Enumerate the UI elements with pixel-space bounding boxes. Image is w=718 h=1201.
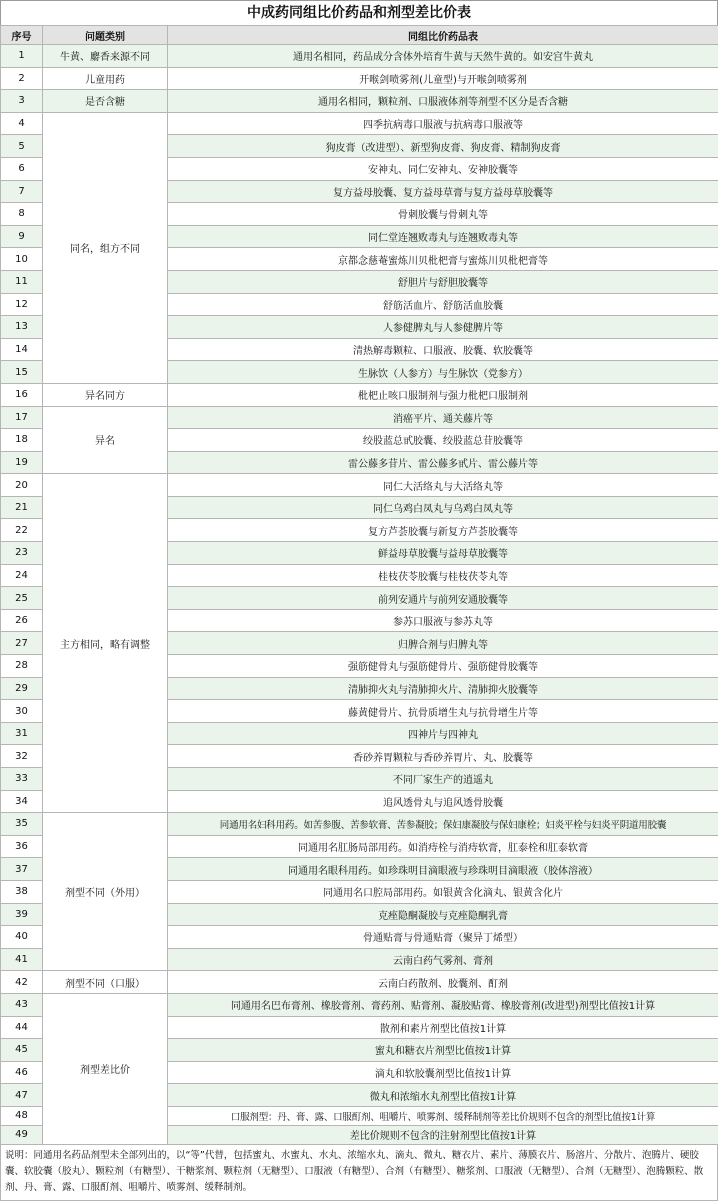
row-number: 16 [1,383,43,406]
row-number: 17 [1,406,43,429]
product-description: 绞股蓝总甙胶囊、绞股蓝总苷胶囊等 [168,429,718,452]
table-row [1,383,718,406]
row-number: 7 [1,180,43,203]
product-description: 强筋健骨丸与强筋健骨片、强筋健骨胶囊等 [168,655,718,678]
table-row [1,45,718,68]
product-description: 同通用名巴布膏剂、橡胶膏剂、膏药剂、贴膏剂、凝胶贴膏、橡胶膏剂(改进型)剂型比值按1计算 [168,993,718,1016]
product-description: 生脉饮（人参方）与生脉饮（党参方） [168,361,718,384]
footnote: 说明：同通用名药品剂型未全部列出的，以“等”代替，包括蜜丸、水蜜丸、水丸、浓缩水丸、滴丸、微丸、糖衣片、素片、薄膜衣片、肠溶片、分散片、泡腾片、硬胶囊、软胶囊（胶丸）、颗粒剂（有糖型）、干糖浆剂、颗粒剂（无糖型）、口服液（有糖型）、合剂（有糖型）、糖浆剂、口服液（无糖型）、合剂（无糖型）、泡腾颗粒、散剂、丹、膏、露、口服酊剂、咀嚼片、喷雾剂、缓释制剂。 [0,1145,718,1201]
row-number: 2 [1,67,43,90]
product-description: 云南白药气雾剂、膏剂 [168,948,718,971]
product-description: 同仁乌鸡白凤丸与乌鸡白凤丸等 [168,496,718,519]
table-row [1,813,718,836]
product-description: 同通用名肛肠局部用药。如消痔栓与消痔软膏，肛泰栓和肛泰软膏 [168,835,718,858]
table-row [1,474,718,497]
row-number: 40 [1,926,43,949]
row-number: 6 [1,157,43,180]
product-description: 舒胆片与舒胆胶囊等 [168,270,718,293]
category-cell: 剂型差比价 [43,993,168,1144]
row-number: 39 [1,903,43,926]
product-description: 复方芦荟胶囊与新复方芦荟胶囊等 [168,519,718,542]
product-description: 鲜益母草胶囊与益母草胶囊等 [168,542,718,565]
product-description: 舒筋活血片、舒筋活血胶囊 [168,293,718,316]
row-number: 36 [1,835,43,858]
category-cell: 主方相同，略有调整 [43,474,168,813]
header-row [1,26,718,45]
row-number: 34 [1,790,43,813]
row-number: 38 [1,880,43,903]
category-cell: 是否含糖 [43,90,168,113]
row-number: 29 [1,677,43,700]
product-description: 安神丸、同仁安神丸、安神胶囊等 [168,157,718,180]
product-description: 雷公藤多苷片、雷公藤多甙片、雷公藤片等 [168,451,718,474]
table-row [1,993,718,1016]
row-number: 33 [1,768,43,791]
product-description: 人参健脾丸与人参健脾片等 [168,316,718,339]
product-description: 通用名相同，药品成分含体外培育牛黄与天然牛黄的。如安宫牛黄丸 [168,45,718,68]
row-number: 23 [1,542,43,565]
row-number: 4 [1,112,43,135]
row-number: 9 [1,225,43,248]
category-cell: 异名 [43,406,168,474]
row-number: 14 [1,338,43,361]
product-description: 骨通贴膏与骨通贴膏（聚异丁烯型） [168,926,718,949]
product-description: 同仁大活络丸与大活络丸等 [168,474,718,497]
row-number: 18 [1,429,43,452]
product-description: 蜜丸和糖衣片剂型比值按1计算 [168,1039,718,1062]
row-number: 11 [1,270,43,293]
product-description: 云南白药散剂、胶囊剂、酊剂 [168,971,718,994]
row-number: 21 [1,496,43,519]
product-description: 前列安通片与前列安通胶囊等 [168,587,718,610]
product-description: 四季抗病毒口服液与抗病毒口服液等 [168,112,718,135]
row-number: 46 [1,1061,43,1084]
row-number: 8 [1,203,43,226]
product-description: 参苏口服液与参苏丸等 [168,609,718,632]
row-number: 41 [1,948,43,971]
row-number: 15 [1,361,43,384]
row-number: 12 [1,293,43,316]
row-number: 3 [1,90,43,113]
row-number: 20 [1,474,43,497]
product-description: 同仁堂连翘败毒丸与连翘败毒丸等 [168,225,718,248]
table-row [1,406,718,429]
row-number: 45 [1,1039,43,1062]
row-number: 25 [1,587,43,610]
product-description: 追风透骨丸与追风透骨胶囊 [168,790,718,813]
product-description: 同通用名口腔局部用药。如银黄含化滴丸、银黄含化片 [168,880,718,903]
row-number: 31 [1,722,43,745]
row-number: 22 [1,519,43,542]
row-number: 42 [1,971,43,994]
row-number: 48 [1,1106,43,1125]
row-number: 13 [1,316,43,339]
table-title: 中成药同组比价药品和剂型差比价表 [0,0,718,25]
category-cell: 剂型不同（外用） [43,813,168,971]
row-number: 37 [1,858,43,881]
row-number: 19 [1,451,43,474]
row-number: 1 [1,45,43,68]
table-body [1,45,718,1145]
product-description: 散剂和素片剂型比值按1计算 [168,1016,718,1039]
row-number: 28 [1,655,43,678]
product-description: 归脾合剂与归脾丸等 [168,632,718,655]
product-description: 藤黄健骨片、抗骨质增生丸与抗骨增生片等 [168,700,718,723]
product-description: 骨刺胶囊与骨刺丸等 [168,203,718,226]
product-description: 克痤隐酮凝胶与克痤隐酮乳膏 [168,903,718,926]
row-number: 35 [1,813,43,836]
product-description: 微丸和浓缩水丸剂型比值按1计算 [168,1084,718,1107]
product-description: 桂枝茯苓胶囊与桂枝茯苓丸等 [168,564,718,587]
category-cell: 牛黄、麝香来源不同 [43,45,168,68]
row-number: 26 [1,609,43,632]
row-number: 49 [1,1125,43,1144]
price-comparison-table [0,25,718,1145]
table-row [1,67,718,90]
product-description: 口服剂型：丹、膏、露、口服酊剂、咀嚼片、喷雾剂、缓释制剂等差比价规则不包含的剂型比值按1计算 [168,1106,718,1125]
product-description: 枇杷止咳口服制剂与强力枇杷口服制剂 [168,383,718,406]
product-description: 狗皮膏（改进型）、新型狗皮膏、狗皮膏、精制狗皮膏 [168,135,718,158]
category-cell: 异名同方 [43,383,168,406]
category-cell: 儿童用药 [43,67,168,90]
header-no: 序号 [1,26,43,45]
row-number: 27 [1,632,43,655]
row-number: 24 [1,564,43,587]
header-category: 问题类别 [43,26,168,45]
header-products: 同组比价药品表 [168,26,718,45]
product-description: 京都念慈菴蜜炼川贝枇杷膏与蜜炼川贝枇杷膏等 [168,248,718,271]
product-description: 差比价规则不包含的注射剂型比值按1计算 [168,1125,718,1144]
product-description: 消癌平片、通关藤片等 [168,406,718,429]
product-description: 通用名相同，颗粒剂、口服液体剂等剂型不区分是否含糖 [168,90,718,113]
product-description: 清肺抑火丸与清肺抑火片、清肺抑火胶囊等 [168,677,718,700]
table-row [1,971,718,994]
row-number: 47 [1,1084,43,1107]
category-cell: 同名，组方不同 [43,112,168,383]
row-number: 32 [1,745,43,768]
row-number: 44 [1,1016,43,1039]
product-description: 四神片与四神丸 [168,722,718,745]
product-description: 香砂养胃颗粒与香砂养胃片、丸、胶囊等 [168,745,718,768]
row-number: 43 [1,993,43,1016]
product-description: 复方益母胶囊、复方益母草膏与复方益母草胶囊等 [168,180,718,203]
row-number: 5 [1,135,43,158]
row-number: 10 [1,248,43,271]
product-description: 同通用名妇科用药。如苦参腹、苦参软膏、苦参凝胶；保妇康凝胶与保妇康栓；妇炎平栓与妇炎平阴道用胶囊 [168,813,718,836]
table-row [1,90,718,113]
product-description: 清热解毒颗粒、口服液、胶囊、软胶囊等 [168,338,718,361]
row-number: 30 [1,700,43,723]
product-description: 开喉剑喷雾剂(儿童型)与开喉剑喷雾剂 [168,67,718,90]
table-row [1,112,718,135]
product-description: 滴丸和软胶囊剂型比值按1计算 [168,1061,718,1084]
product-description: 同通用名眼科用药。如珍珠明目滴眼液与珍珠明目滴眼液（胶体溶液） [168,858,718,881]
category-cell: 剂型不同（口服） [43,971,168,994]
product-description: 不同厂家生产的逍遥丸 [168,768,718,791]
